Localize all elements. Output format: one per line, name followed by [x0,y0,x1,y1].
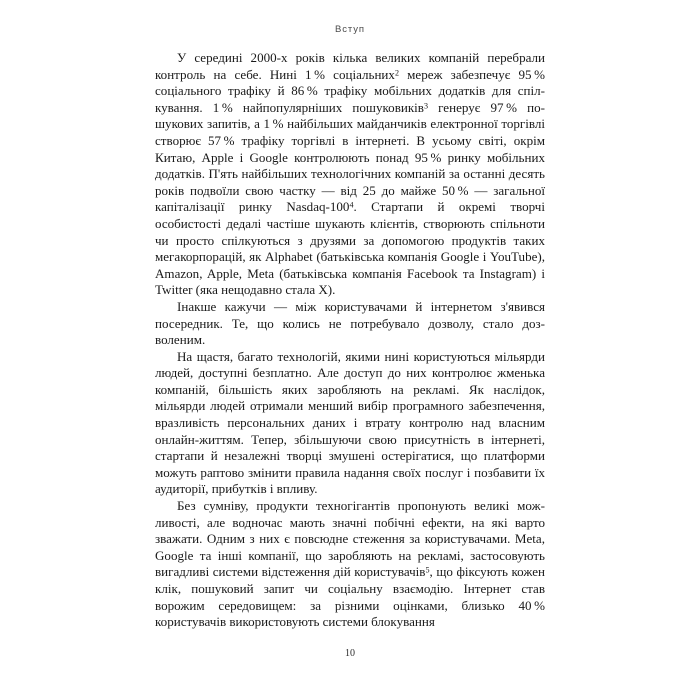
paragraph: Інакше кажучи — між користувачами й інтернетом з'явився посередник. Те, що колись не потребувало дозволу, стало дозволеним. [155,298,545,348]
footnote-marker: 4 [349,200,354,210]
paragraph: У середині 2000-х років кілька великих компаній перебрали контроль на себе. Нині 1 % соціальних$^2$ мереж забезпечує 95 % соціального трафіку й 86 % трафіку мобільних додатків для спілкування. 1 % найпопулярніших пошуковиків$^3$ генерує 97 % пошукових запитів, а 1 % найбільших майданчиків електронної торгівлі створює 57 % трафіку торгівлі в інтернеті. В усьому світі, окрім Китаю, Apple і Google контролюють понад 95 % ринку мобільних додатків. П'ять найбільших технологічних компаній за останні десять років подвоїли свою частку — від 25 до майже 50 % — загальної капіталізації ринку Nasdaq-$100^4$. Стартапи й окремі творчі особистості дедалі частіше шукають клієнтів, створюють спільноти чи просто спілкуються з друзями за допомогою продуктів таких мегакорпорацій, як Alphabet (батьківська компанія Google і YouTube), Amazon, Apple, Meta (батьківська компанія Facebook та Instagram) і Twitter (яка нещодавно стала X). [155,50,545,298]
paragraph: Без сумніву, продукти техногігантів пропонують великі можливості, але водночас мають значні побічні ефекти, на які варто зважати. Одним з них є повсюдне стеження за користувачами. Meta, Google та інші компанії, що заробляють на рекламі, застосовують вигадливі системи відстеження дій користувачів$^5$, що фіксують кожен клік, пошуковий запит чи соціальну взаємодію. Інтернет став ворожим середовищем: за різними оцінками, близько 40 % користувачів використовують системи блокування [155,498,545,630]
footnote-marker: 3 [423,101,429,111]
body-text-block [155,50,545,631]
paragraph: На щастя, багато технологій, якими нині користуються мільярди людей, доступні безплатно. Але доступ до них контролює жменька компаній, більшість яких заробляють на рекламі. Як наслідок, мільярди людей отримали менший вибір програмного забезпечення, вразливість персональних даних і втрату контролю над власним онлайн-життям. Тепер, збільшуючи свою присутність в інтернеті, стартапи й незалежні творці змушені остерігатися, що платформи можуть раптово змінити правила надання своїх послуг і позбавити їх аудиторії, прибутків і впливу. [155,348,545,497]
page-number: 10 [345,648,355,659]
running-head: Вступ [335,24,365,35]
footnote-marker: 5 [425,566,430,576]
footnote-marker: 2 [394,68,399,78]
